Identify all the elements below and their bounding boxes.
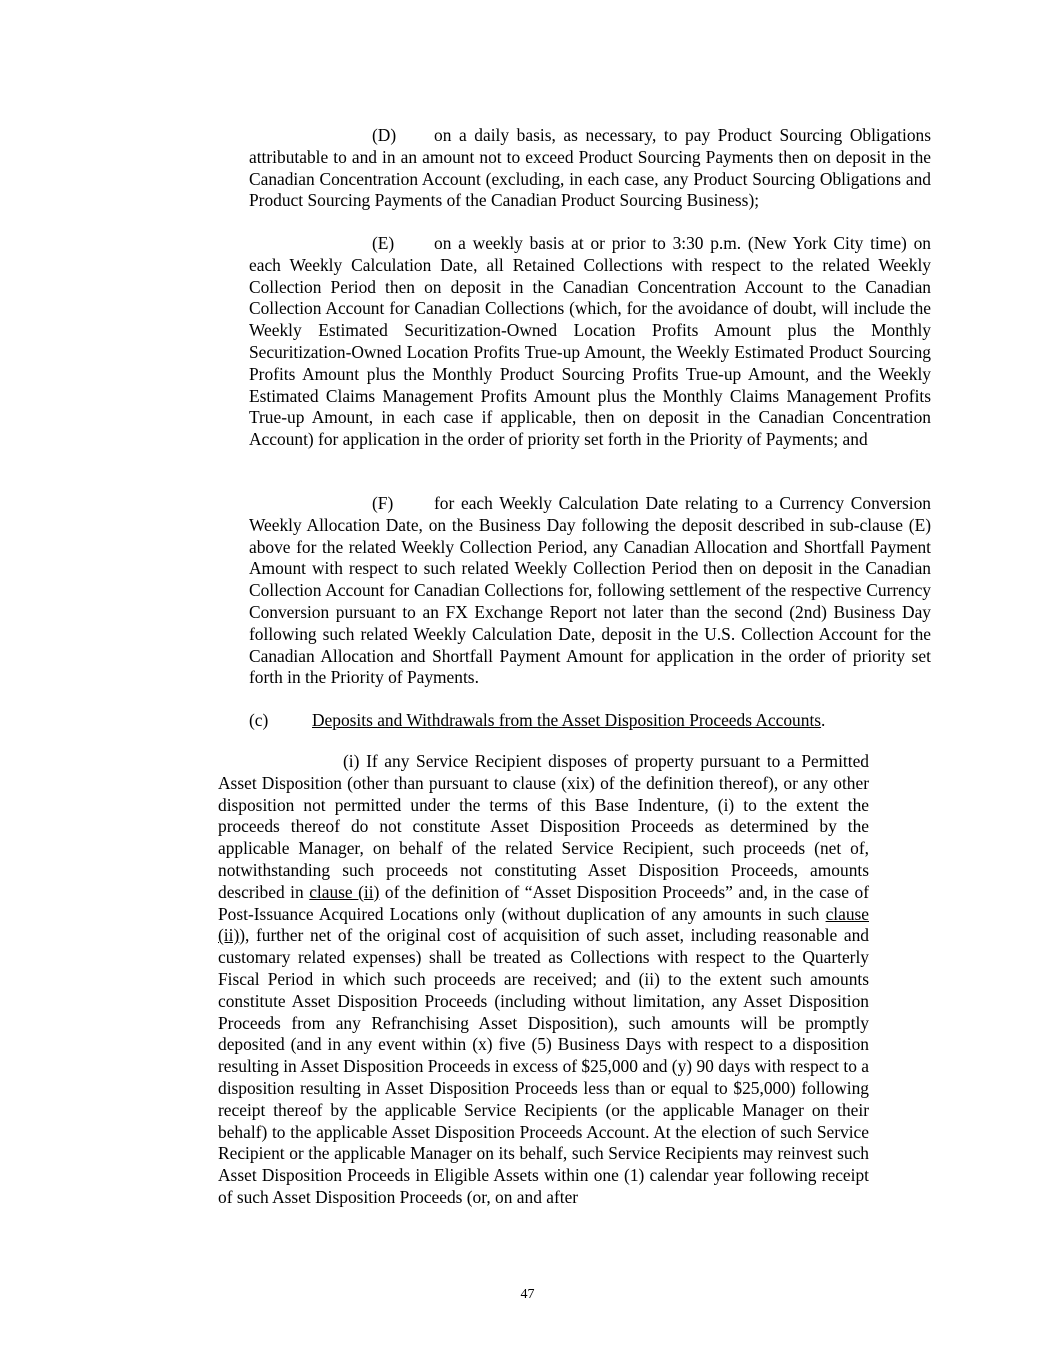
section-c-label: (c) xyxy=(249,710,269,730)
paragraph-i-label: (i) xyxy=(343,751,360,771)
clause-ii-reference-2: clause (ii) xyxy=(218,903,870,946)
clause-d-text: on a daily basis, as necessary, to pay Product Sourcing Obligations attributable to and in an amount not to exceed Product Sourcing Payments then on deposit in the Canadian Concentration Account (excluding, in each case, any Product Sourcing Obligations and Product Sourcing Payments of the Canadian Product Sourcing Business); xyxy=(249,125,931,211)
clause-ii-reference-1: clause (ii) xyxy=(309,881,380,902)
clause-f-paragraph xyxy=(249,493,931,689)
section-c-period: . xyxy=(821,710,826,730)
paragraph-i xyxy=(218,751,869,1209)
paragraph-i-text-3: ), further net of the original cost of acquisition of such asset, including reasonable and customary related expenses) shall be treated as Collections with respect to the Quarterly Fiscal Period in which such proceeds are received; and (ii) to the extent such amounts constitute Asset Disposition Proceeds (including without limitation, any Asset Disposition Proceeds from any Refranchising Asset Disposition), such amounts will be promptly deposited (and in any event within (x) five (5) Business Days with respect to a disposition resulting in Asset Disposition Proceeds in excess of $25,000 and (y) 90 days with respect to a disposition resulting in Asset Disposition Proceeds less than or equal to $25,000) following receipt thereof by the applicable Service Recipients (or the applicable Manager on their behalf) to the applicable Asset Disposition Proceeds Account. At the election of such Service Recipient or the applicable Manager on its behalf, such Service Recipients may reinvest such Asset Disposition Proceeds in Eligible Assets within one (1) calendar year following receipt of such Asset Disposition Proceeds (or, on and after xyxy=(218,925,869,1207)
page-number: 47 xyxy=(520,1287,535,1302)
clause-e-text: on a weekly basis at or prior to 3:30 p.m. (New York City time) on each Weekly Calculation Date, all Retained Collections with respect to the related Weekly Collection Period then on deposit in the Canadian Concentration Account to the Canadian Collection Account for Canadian Collections (which, for the avoidance of doubt, will include the Weekly Estimated Securitization-Owned Location Profits Amount plus the Monthly Securitization-Owned Location Profits True-up Amount, the Weekly Estimated Product Sourcing Profits Amount plus the Monthly Product Sourcing Profits True-up Amount, and the Weekly Estimated Claims Management Profits Amount plus the Monthly Claims Management Profits True-up Amount, in each case if applicable, then on deposit in the Canadian Concentration Account) for application in the order of priority set forth in the Priority of Payments; and xyxy=(249,233,931,450)
clause-f-label: (F) xyxy=(372,493,394,513)
section-c-title: Deposits and Withdrawals from the Asset Disposition Proceeds Accounts xyxy=(312,710,822,730)
paragraph-i-text-1: If any Service Recipient disposes of property pursuant to a Permitted Asset Disposition (other than pursuant to clause (xix) of the definition thereof), or any other disposition not permitted under the terms of this Base Indenture, (i) to the extent the proceeds thereof do not constitute Asset Disposition Proceeds as determined by the applicable Manager, on behalf of the related Service Recipient, such proceeds (net of, notwithstanding such proceeds not constituting Asset Disposition Proceeds, amounts described in xyxy=(218,751,869,902)
paragraph-i-text-2: of the definition of “Asset Disposition Proceeds” and, in the case of Post-Issuance Acquired Locations only (without duplication of any amounts in such xyxy=(218,881,869,924)
clause-e-label: (E) xyxy=(372,233,395,253)
clause-f-text: for each Weekly Calculation Date relating to a Currency Conversion Weekly Allocation Date, on the Business Day following the deposit described in sub-clause (E) above for the related Weekly Collection Period, any Canadian Allocation and Shortfall Payment Amount with respect to such related Weekly Collection Period then on deposit in the Canadian Collection Account for Canadian Collections for, following settlement of the respective Currency Conversion pursuant to an FX Exchange Report not later than the second (2nd) Business Day following such related Weekly Calculation Date, deposit in the U.S. Collection Account for the Canadian Allocation and Shortfall Payment Amount for application in the order of priority set forth in the Priority of Payments. xyxy=(249,493,931,688)
section-c-heading xyxy=(249,710,931,732)
clause-e-paragraph xyxy=(249,233,931,451)
clause-d-paragraph xyxy=(249,125,931,212)
clause-d-label: (D) xyxy=(372,125,397,145)
